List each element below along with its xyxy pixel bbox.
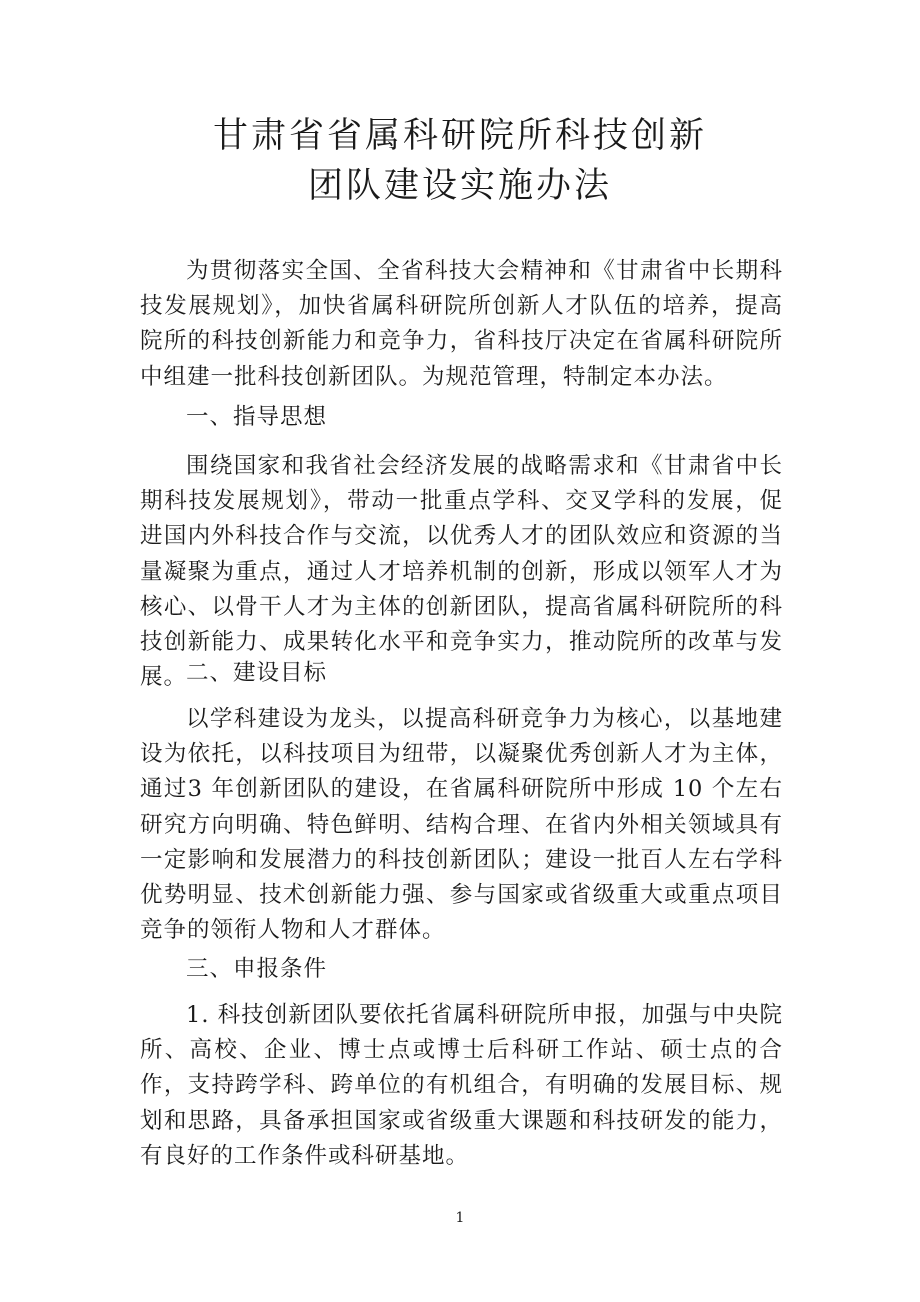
section-heading-application-conditions: 三、申报条件 xyxy=(186,956,328,982)
section-paragraph-guiding-ideology: 围绕国家和我省社会经济发展的战略需求和《甘肃省中长期科技发展规划》，带动一批重点学科、交叉学科的发展，促进国内外科技合作与交流，以优秀人才的团队效应和资源的当量凝聚为重点，通过人才培养机制的创新，形成以领军人才为核心、以骨干人才为主体的创新团队，提高省属科研院所的科技创新能力、成果转化水平和竞争实力，推动院所的改革与发展。 xyxy=(140,453,783,691)
section-paragraph-construction-goals: 以学科建设为龙头，以提高科研竞争力为核心，以基地建设为依托，以科技项目为纽带，以凝聚优秀创新人才为主体，通过3 年创新团队的建设，在省属科研院所中形成 10 个左右研究方向明确、特色鲜明、结构合理、在省内外相关领域具有一定影响和发展潜力的科技创新团队；建设一批百人左右学科优势明显、技术创新能力强、参与国家或省级重大或重点项目竞争的领衔人物和人才群体。 xyxy=(140,706,783,944)
section-heading-construction-goals: 二、建设目标 xyxy=(186,660,328,686)
intro-paragraph: 为贯彻落实全国、全省科技大会精神和《甘肃省中长期科技发展规划》，加快省属科研院所创新人才队伍的培养，提高院所的科技创新能力和竞争力，省科技厅决定在省属科研院所中组建一批科技创新团队。为规范管理，特制定本办法。 xyxy=(140,258,783,390)
document-title-line-1: 甘肃省省属科研院所科技创新 xyxy=(212,116,707,156)
section-paragraph-application-conditions: 1. 科技创新团队要依托省属科研院所申报，加强与中央院所、高校、企业、博士点或博士后科研工作站、硕士点的合作，支持跨学科、跨单位的有机组合，有明确的发展目标、规划和思路，具备承担国家或省级重大课题和科技研发的能力，有良好的工作条件或科研基地。 xyxy=(140,1002,783,1169)
page-number: 1 xyxy=(455,1210,465,1226)
section-heading-guiding-ideology: 一、指导思想 xyxy=(186,404,328,430)
document-title-line-2: 团队建设实施办法 xyxy=(307,166,612,206)
